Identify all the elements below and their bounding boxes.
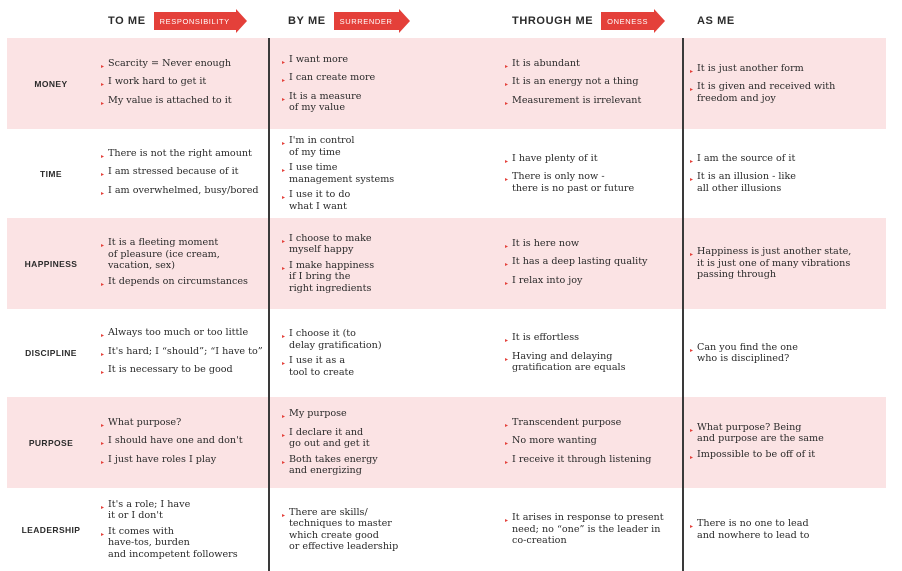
list-item-text: It is an energy not a thing [512, 76, 639, 88]
list-item [101, 346, 266, 361]
row-label: DISCIPLINE [25, 348, 77, 358]
triangle-bullet-icon: ▸ [690, 346, 694, 354]
list-item-text: It comes with have-tos, burden and incompetent followers [108, 525, 238, 560]
column-header-by-me [288, 10, 399, 32]
list-item-text: It is here now [512, 237, 580, 249]
triangle-bullet-icon: ▸ [505, 62, 509, 70]
surrender-arrow-badge: SURRENDER [334, 12, 399, 30]
row-label: MONEY [34, 78, 68, 89]
list-item-text: It depends on circumstances [108, 275, 248, 287]
triangle-bullet-icon: ▸ [690, 86, 694, 94]
list-item-text: I should have one and don't [108, 435, 243, 447]
triangle-bullet-icon: ▸ [101, 503, 105, 511]
list-item [690, 449, 875, 464]
table-cell [505, 397, 680, 488]
list-item-text: It is a measure of my value [289, 90, 362, 113]
table-row-happiness [7, 218, 886, 309]
list-item [101, 95, 266, 110]
table-cell [690, 397, 875, 488]
list-item-text: Always too much or too little [108, 327, 249, 339]
list-item [282, 233, 482, 256]
list-item [690, 246, 875, 281]
list-item-text: It's hard; I “should”; “I have to” [108, 345, 263, 357]
triangle-bullet-icon: ▸ [282, 167, 286, 174]
list-item [101, 454, 266, 469]
list-item [282, 328, 482, 351]
triangle-bullet-icon: ▸ [690, 251, 694, 259]
list-item-text: It is a fleeting moment of pleasure (ice cream, vacation, sex) [108, 237, 220, 271]
list-item-text: What purpose? Being and purpose are the same [697, 421, 824, 445]
triangle-bullet-icon: ▸ [690, 67, 694, 75]
comparison-table [7, 38, 886, 571]
list-item-text: I use it as a tool to create [289, 355, 355, 378]
column-title: AS ME [697, 15, 735, 27]
list-item-text: I want more [289, 53, 348, 65]
triangle-bullet-icon: ▸ [101, 350, 105, 358]
list-item-text: It is an illusion - like all other illusions [697, 171, 796, 194]
list-item-text: There is not the right amount [108, 147, 252, 159]
table-cell [101, 309, 266, 397]
list-item-text: I am overwhelmed, busy/bored [108, 184, 259, 196]
row-label: PURPOSE [28, 437, 74, 448]
list-item [101, 364, 266, 379]
triangle-bullet-icon: ▸ [505, 355, 509, 363]
list-item-text: It is abundant [512, 57, 580, 69]
column-divider [268, 38, 270, 571]
column-title: THROUGH ME [512, 15, 594, 27]
list-item [101, 435, 266, 450]
table-cell [690, 488, 875, 571]
triangle-bullet-icon: ▸ [101, 242, 105, 249]
list-item [282, 54, 482, 69]
table-cell [101, 38, 266, 129]
list-item [505, 171, 680, 194]
triangle-bullet-icon: ▸ [690, 523, 694, 530]
table-row-time [7, 129, 886, 218]
table-row-leadership [7, 488, 886, 571]
list-item-text: Scarcity = Never enough [108, 57, 232, 69]
list-item [282, 427, 482, 450]
column-header-as-me [697, 10, 735, 32]
list-item [282, 91, 482, 114]
list-item-text: It is necessary to be good [108, 364, 233, 376]
list-item [282, 454, 482, 477]
triangle-bullet-icon: ▸ [282, 458, 286, 466]
triangle-bullet-icon: ▸ [505, 157, 509, 165]
triangle-bullet-icon: ▸ [690, 453, 694, 461]
table-row-purpose [7, 397, 886, 488]
list-item [282, 72, 482, 87]
column-title: BY ME [288, 15, 326, 27]
list-item-text: It has a deep lasting quality [512, 256, 648, 268]
triangle-bullet-icon: ▸ [505, 517, 509, 525]
column-header-to-me [108, 10, 236, 32]
list-item [690, 81, 875, 104]
table-cell [282, 309, 482, 397]
list-item-text: Can you find the one who is disciplined? [697, 341, 798, 364]
triangle-bullet-icon: ▸ [505, 261, 509, 269]
triangle-bullet-icon: ▸ [282, 264, 286, 272]
list-item-text: It is just another form [697, 62, 804, 74]
triangle-bullet-icon: ▸ [505, 81, 509, 89]
triangle-bullet-icon: ▸ [101, 171, 105, 179]
list-item-text: There is only now - there is no past or future [512, 171, 635, 194]
table-cell [282, 397, 482, 488]
list-item [101, 526, 266, 561]
table-cell [505, 488, 680, 571]
list-item [282, 355, 482, 378]
triangle-bullet-icon: ▸ [505, 176, 509, 184]
list-item-text: I make happiness if I bring the right ingredients [289, 259, 375, 294]
list-item [101, 58, 266, 73]
triangle-bullet-icon: ▸ [101, 62, 105, 70]
table-cell [282, 488, 482, 571]
list-item [690, 342, 875, 365]
table-cell [101, 218, 266, 309]
list-item [505, 256, 680, 271]
list-item-text: I choose to make myself happy [289, 232, 372, 256]
triangle-bullet-icon: ▸ [505, 421, 509, 429]
list-item [505, 153, 680, 168]
triangle-bullet-icon: ▸ [101, 421, 105, 429]
list-item [505, 95, 680, 110]
list-item [505, 351, 680, 374]
list-item [690, 171, 875, 194]
list-item [282, 135, 482, 158]
list-item-text: I'm in control of my time [289, 135, 355, 158]
list-item-text: I just have roles I play [108, 453, 217, 465]
list-item-text: There is no one to lead and nowhere to lead to [697, 518, 810, 541]
triangle-bullet-icon: ▸ [101, 440, 105, 448]
list-item-text: I work hard to get it [108, 76, 207, 88]
list-item [282, 408, 482, 423]
list-item-text: I receive it through listening [512, 453, 652, 465]
row-label: HAPPINESS [24, 258, 78, 269]
table-cell [690, 218, 875, 309]
list-item [505, 58, 680, 73]
list-item [690, 153, 875, 168]
table-cell [505, 38, 680, 129]
table-cell [690, 129, 875, 218]
triangle-bullet-icon: ▸ [101, 332, 105, 340]
triangle-bullet-icon: ▸ [282, 194, 286, 201]
list-item-text: I use time management systems [289, 162, 395, 185]
list-item [101, 148, 266, 163]
triangle-bullet-icon: ▸ [505, 99, 509, 107]
triangle-bullet-icon: ▸ [101, 369, 105, 377]
triangle-bullet-icon: ▸ [282, 58, 286, 66]
list-item [282, 507, 482, 553]
list-item [101, 417, 266, 432]
triangle-bullet-icon: ▸ [282, 333, 286, 340]
list-item-text: It's a role; I have it or I don't [108, 498, 191, 522]
list-item [282, 162, 482, 185]
list-item-text: I am stressed because of it [108, 166, 239, 178]
list-item [505, 454, 680, 469]
list-item [101, 237, 266, 272]
list-item-text: Impossible to be off of it [697, 448, 816, 460]
triangle-bullet-icon: ▸ [505, 440, 509, 448]
triangle-bullet-icon: ▸ [101, 81, 105, 89]
list-item [505, 76, 680, 91]
triangle-bullet-icon: ▸ [282, 237, 286, 245]
list-item-text: I can create more [289, 72, 376, 83]
list-item-text: I use it to do what I want [289, 189, 351, 212]
triangle-bullet-icon: ▸ [690, 157, 694, 165]
list-item [505, 512, 680, 547]
list-item [101, 276, 266, 291]
row-label: LEADERSHIP [21, 524, 81, 535]
list-item-text: I declare it and go out and get it [289, 426, 370, 450]
list-item [101, 185, 266, 200]
triangle-bullet-icon: ▸ [282, 140, 286, 147]
table-cell [101, 488, 266, 571]
list-item-text: Both takes energy and energizing [289, 453, 378, 477]
triangle-bullet-icon: ▸ [101, 458, 105, 466]
list-item-text: It arises in response to present need; no “one” is the leader in co-creation [512, 512, 664, 547]
list-item-text: Having and delaying gratification are equals [512, 350, 626, 374]
list-item-text: I am the source of it [697, 152, 796, 164]
triangle-bullet-icon: ▸ [282, 360, 286, 367]
table-cell [505, 218, 680, 309]
triangle-bullet-icon: ▸ [101, 152, 105, 160]
column-header-bar [0, 0, 902, 38]
table-cell [101, 129, 266, 218]
triangle-bullet-icon: ▸ [282, 511, 286, 519]
table-cell [690, 38, 875, 129]
triangle-bullet-icon: ▸ [505, 242, 509, 250]
table-row-money [7, 38, 886, 129]
table-cell [282, 218, 482, 309]
list-item [101, 76, 266, 91]
list-item [505, 238, 680, 253]
list-item-text: Happiness is just another state, it is just one of many vibrations passing through [697, 246, 852, 281]
list-item-text: There are skills/ techniques to master which create good or effective leadership [289, 506, 399, 552]
triangle-bullet-icon: ▸ [101, 99, 105, 107]
list-item [505, 435, 680, 450]
triangle-bullet-icon: ▸ [282, 77, 286, 84]
list-item [690, 422, 875, 445]
list-item [505, 275, 680, 290]
list-item-text: My value is attached to it [108, 94, 232, 106]
list-item-text: Transcendent purpose [512, 416, 622, 428]
list-item [101, 166, 266, 181]
table-cell [505, 309, 680, 397]
table-row-discipline [7, 309, 886, 397]
triangle-bullet-icon: ▸ [282, 413, 286, 421]
list-item [690, 63, 875, 78]
list-item-text: I relax into joy [512, 274, 583, 286]
list-item-text: I have plenty of it [512, 152, 598, 164]
triangle-bullet-icon: ▸ [690, 426, 694, 434]
triangle-bullet-icon: ▸ [690, 176, 694, 184]
triangle-bullet-icon: ▸ [282, 95, 286, 103]
triangle-bullet-icon: ▸ [505, 279, 509, 287]
triangle-bullet-icon: ▸ [101, 280, 105, 288]
list-item-text: No more wanting [512, 435, 597, 447]
list-item [505, 332, 680, 347]
list-item-text: My purpose [289, 408, 347, 420]
table-cell [505, 129, 680, 218]
triangle-bullet-icon: ▸ [101, 189, 105, 197]
table-cell [101, 397, 266, 488]
column-divider [682, 38, 684, 571]
list-item [690, 518, 875, 541]
list-item-text: Measurement is irrelevant [512, 94, 642, 106]
list-item [101, 327, 266, 342]
list-item [282, 189, 482, 212]
triangle-bullet-icon: ▸ [101, 530, 105, 538]
oneness-arrow-badge: ONENESS [601, 12, 654, 30]
table-cell [282, 38, 482, 129]
triangle-bullet-icon: ▸ [505, 337, 509, 345]
list-item [505, 417, 680, 432]
list-item-text: It is given and received with freedom and joy [697, 81, 836, 104]
list-item [282, 260, 482, 295]
triangle-bullet-icon: ▸ [505, 458, 509, 466]
list-item-text: What purpose? [108, 416, 182, 428]
column-title: TO ME [108, 15, 146, 27]
responsibility-arrow-badge: RESPONSIBILITY [154, 12, 236, 30]
table-cell [282, 129, 482, 218]
list-item [101, 499, 266, 522]
row-label: TIME [40, 168, 62, 179]
list-item-text: It is effortless [512, 332, 580, 344]
list-item-text: I choose it (to delay gratification) [289, 328, 382, 351]
triangle-bullet-icon: ▸ [282, 431, 286, 439]
table-cell [690, 309, 875, 397]
column-header-through-me [512, 10, 654, 32]
